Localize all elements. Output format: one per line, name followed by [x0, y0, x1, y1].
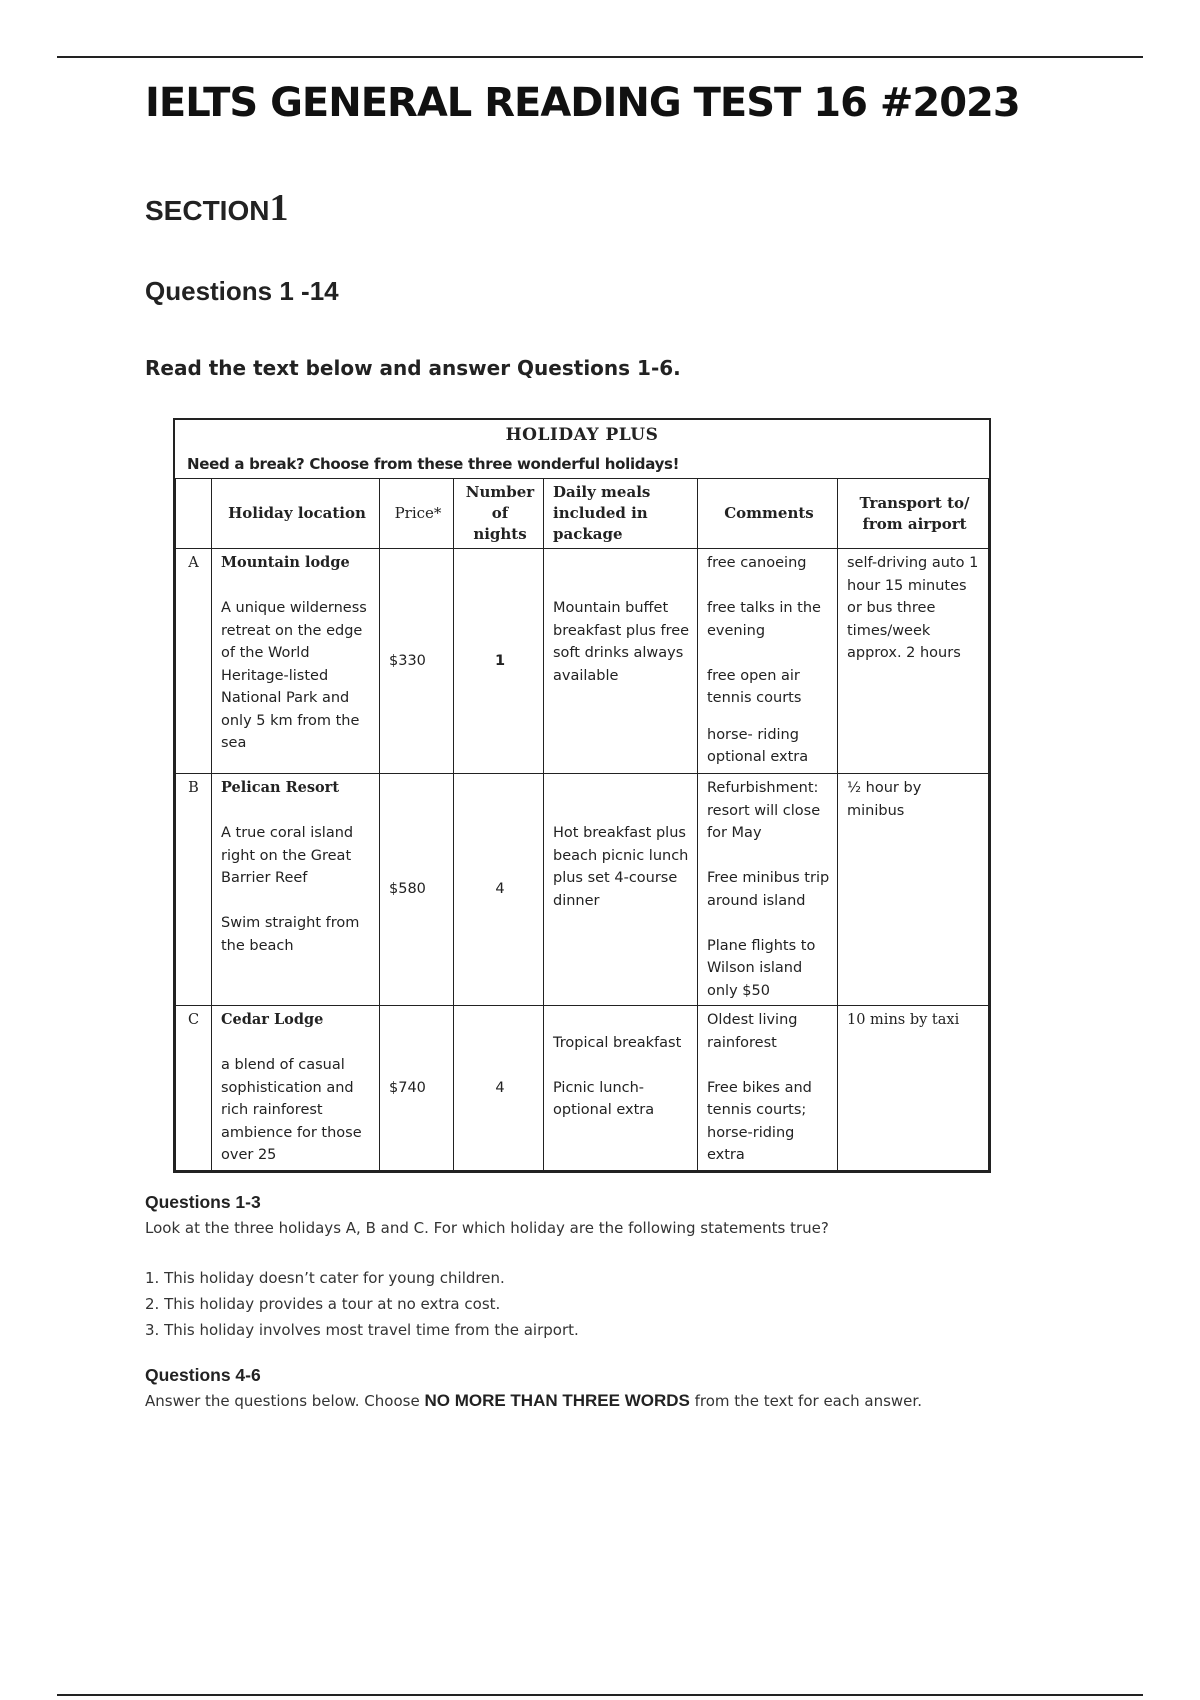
comment-item: free talks in the evening [707, 600, 821, 639]
meals-cell [544, 1006, 698, 1171]
holiday-plus-table [173, 418, 991, 1173]
location-name: Cedar Lodge [221, 1011, 324, 1028]
comment-item: horse- riding optional extra [707, 726, 809, 765]
list-item: 2. This holiday provides a tour at no extra cost. [145, 1295, 501, 1313]
section-label: SECTION [145, 195, 270, 226]
holiday-grid [175, 478, 989, 1171]
section-heading [145, 186, 288, 230]
location-name: Mountain lodge [221, 554, 350, 571]
location-description: A unique wilderness retreat on the edge of the World Heritage-listed National Park and only 5 km from the sea [221, 600, 367, 751]
price-cell: $580 [380, 774, 454, 1006]
prompt-emphasis: NO MORE THAN THREE WORDS [424, 1391, 690, 1410]
location-description: a blend of casual sophistication and rich rainforest ambience for those over 25 [221, 1057, 362, 1163]
bottom-rule [57, 1694, 1143, 1696]
comment-item: free open air tennis courts [707, 667, 802, 706]
questions-1-3-prompt: Look at the three holidays A, B and C. For which holiday are the following statements true? [145, 1219, 829, 1237]
transport-cell: ½ hour by minibus [838, 774, 989, 1006]
location-name: Pelican Resort [221, 779, 340, 796]
meals-text: Picnic lunch- optional extra [553, 1079, 655, 1118]
header-price: Price* [380, 479, 454, 549]
table-tagline: Need a break? Choose from these three wonderful holidays! [187, 455, 680, 473]
questions-4-6-heading: Questions 4-6 [145, 1365, 261, 1385]
reading-instructions: Read the text below and answer Questions 1-6. [145, 356, 681, 380]
questions-4-6-prompt [145, 1391, 922, 1411]
prompt-start: Answer the questions below. Choose [145, 1392, 425, 1410]
nights-cell: 4 [454, 774, 544, 1006]
page-title: IELTS GENERAL READING TEST 16 #2023 [145, 80, 1020, 126]
top-rule [57, 56, 1143, 58]
comment-item: Refurbishment: resort will close for May [707, 780, 821, 841]
table-row [176, 774, 989, 1006]
meals-cell [544, 549, 698, 774]
list-item: 3. This holiday involves most travel time from the airport. [145, 1321, 579, 1339]
statement-list [145, 1265, 579, 1343]
questions-1-3-heading: Questions 1-3 [145, 1192, 261, 1212]
location-cell [212, 774, 380, 1006]
header-transport: Transport to/ from airport [838, 479, 989, 549]
header-comments: Comments [698, 479, 838, 549]
header-location: Holiday location [212, 479, 380, 549]
comment-item: Free bikes and tennis courts; horse-riding extra [707, 1079, 812, 1163]
location-cell [212, 1006, 380, 1171]
row-letter: C [176, 1006, 212, 1171]
header-nights: Number of nights [454, 479, 544, 549]
comments-cell [698, 549, 838, 774]
price-cell: $740 [380, 1006, 454, 1171]
comments-cell [698, 1006, 838, 1171]
transport-cell: 10 mins by taxi [838, 1006, 989, 1171]
row-letter: B [176, 774, 212, 1006]
prompt-end: from the text for each answer. [689, 1392, 922, 1410]
transport-cell: self-driving auto 1 hour 15 minutes or bus three times/week approx. 2 hours [838, 549, 989, 774]
table-row [176, 1006, 989, 1171]
comment-item: free canoeing [707, 555, 807, 571]
questions-heading: Questions 1 -14 [145, 276, 339, 306]
location-description-extra: Swim straight from the beach [221, 915, 360, 954]
comment-item: Free minibus trip around island [707, 870, 830, 909]
header-meals: Daily meals included in package [544, 479, 698, 549]
list-item: 1. This holiday doesn’t cater for young children. [145, 1269, 505, 1287]
meals-text: Hot breakfast plus beach picnic lunch plus set 4-course dinner [553, 825, 689, 909]
comment-item: Plane flights to Wilson island only $50 [707, 937, 816, 999]
nights-cell: 4 [454, 1006, 544, 1171]
table-header-row [176, 479, 989, 549]
meals-cell [544, 774, 698, 1006]
meals-text: Tropical breakfast [553, 1034, 682, 1051]
section-number: 1 [269, 187, 289, 229]
table-row [176, 549, 989, 774]
header-letter [176, 479, 212, 549]
price-cell: $330 [380, 549, 454, 774]
meals-text: Mountain buffet breakfast plus free soft drinks always available [553, 600, 690, 684]
table-banner: HOLIDAY PLUS [505, 425, 659, 445]
location-cell [212, 549, 380, 774]
row-letter: A [176, 549, 212, 774]
comments-cell [698, 774, 838, 1006]
location-description: A true coral island right on the Great Barrier Reef [221, 825, 354, 886]
nights-cell: 1 [454, 549, 544, 774]
comment-item: Oldest living rainforest [707, 1012, 798, 1051]
